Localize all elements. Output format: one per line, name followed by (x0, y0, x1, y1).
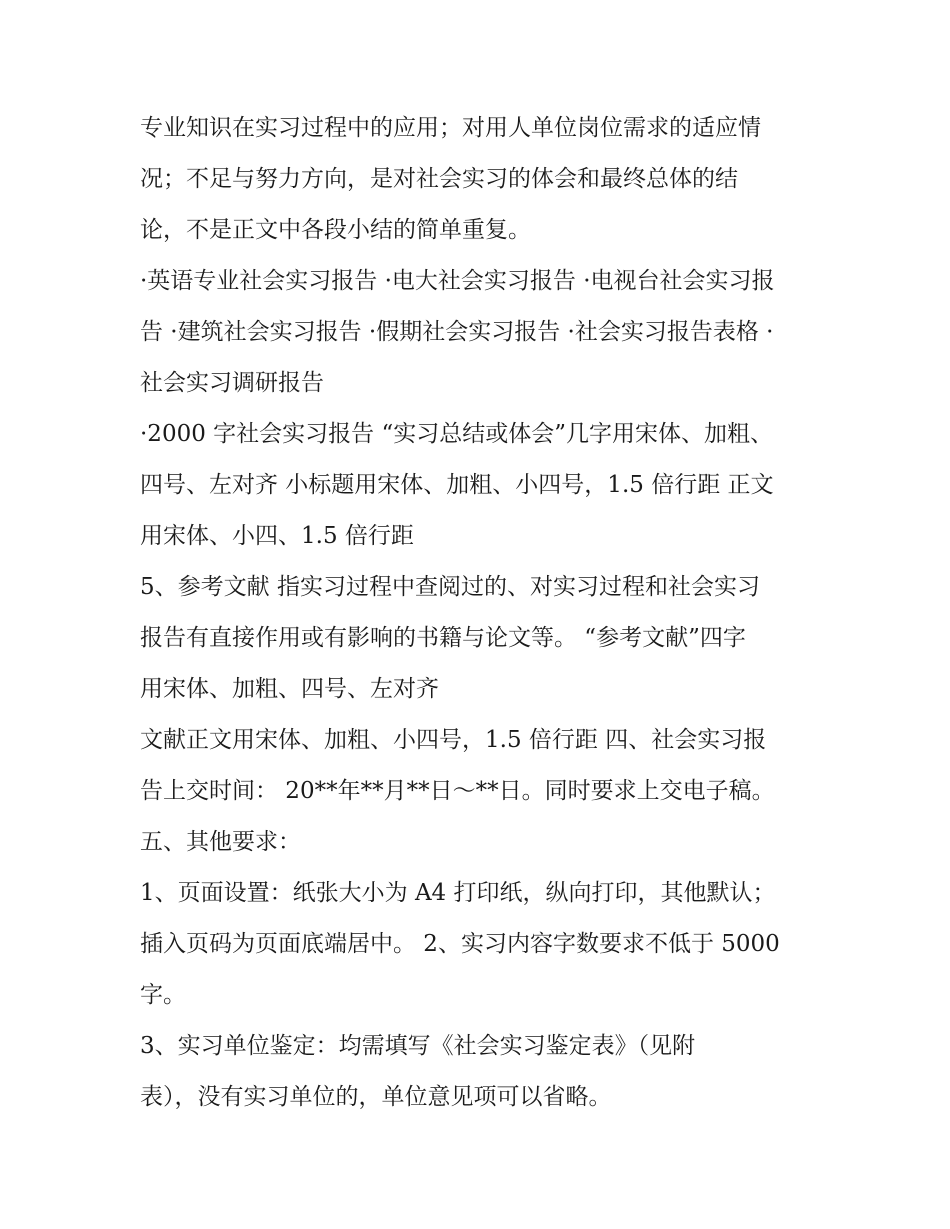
text-line: 文献正文用宋体、加粗、小四号，1.5 倍行距 四、社会实习报 (140, 727, 767, 753)
text-line: 社会实习调研报告 (140, 370, 324, 396)
text-line: 告 ·建筑社会实习报告 ·假期社会实习报告 ·社会实习报告表格 · (140, 319, 774, 345)
document-body (140, 103, 820, 1123)
text-line: 告上交时间： 20**年**月**日～**日。同时要求上交电子稿。 (140, 778, 775, 804)
text-line: 用宋体、小四、1.5 倍行距 (140, 523, 414, 549)
text-line: ·英语专业社会实习报告 ·电大社会实习报告 ·电视台社会实习报 (140, 268, 775, 294)
text-line: 1、页面设置：纸张大小为 A4 打印纸，纵向打印，其他默认； (140, 880, 776, 906)
text-line: 五、其他要求： (140, 829, 301, 855)
text-line: 5、参考文献 指实习过程中查阅过的、对实习过程和社会实习 (140, 574, 760, 600)
text-line: 况；不足与努力方向，是对社会实习的体会和最终总体的结 (140, 166, 738, 192)
text-line: 报告有直接作用或有影响的书籍与论文等。 “参考文献”四字 (140, 625, 746, 651)
text-line: 3、实习单位鉴定：均需填写《社会实习鉴定表》（见附 (140, 1033, 696, 1059)
text-line: ·2000 字社会实习报告 “实习总结或体会”几字用宋体、加粗、 (140, 421, 773, 447)
text-line: 插入页码为页面底端居中。 2、实习内容字数要求不低于 5000 (140, 931, 780, 957)
text-line: 字。 (140, 982, 186, 1008)
text-line: 用宋体、加粗、四号、左对齐 (140, 676, 439, 702)
text-line: 专业知识在实习过程中的应用；对用人单位岗位需求的适应情 (140, 115, 761, 141)
text-line: 四号、左对齐 小标题用宋体、加粗、小四号，1.5 倍行距 正文 (140, 472, 774, 498)
text-line: 论，不是正文中各段小结的简单重复。 (140, 217, 531, 243)
text-line: 表），没有实习单位的，单位意见项可以省略。 (140, 1084, 612, 1110)
